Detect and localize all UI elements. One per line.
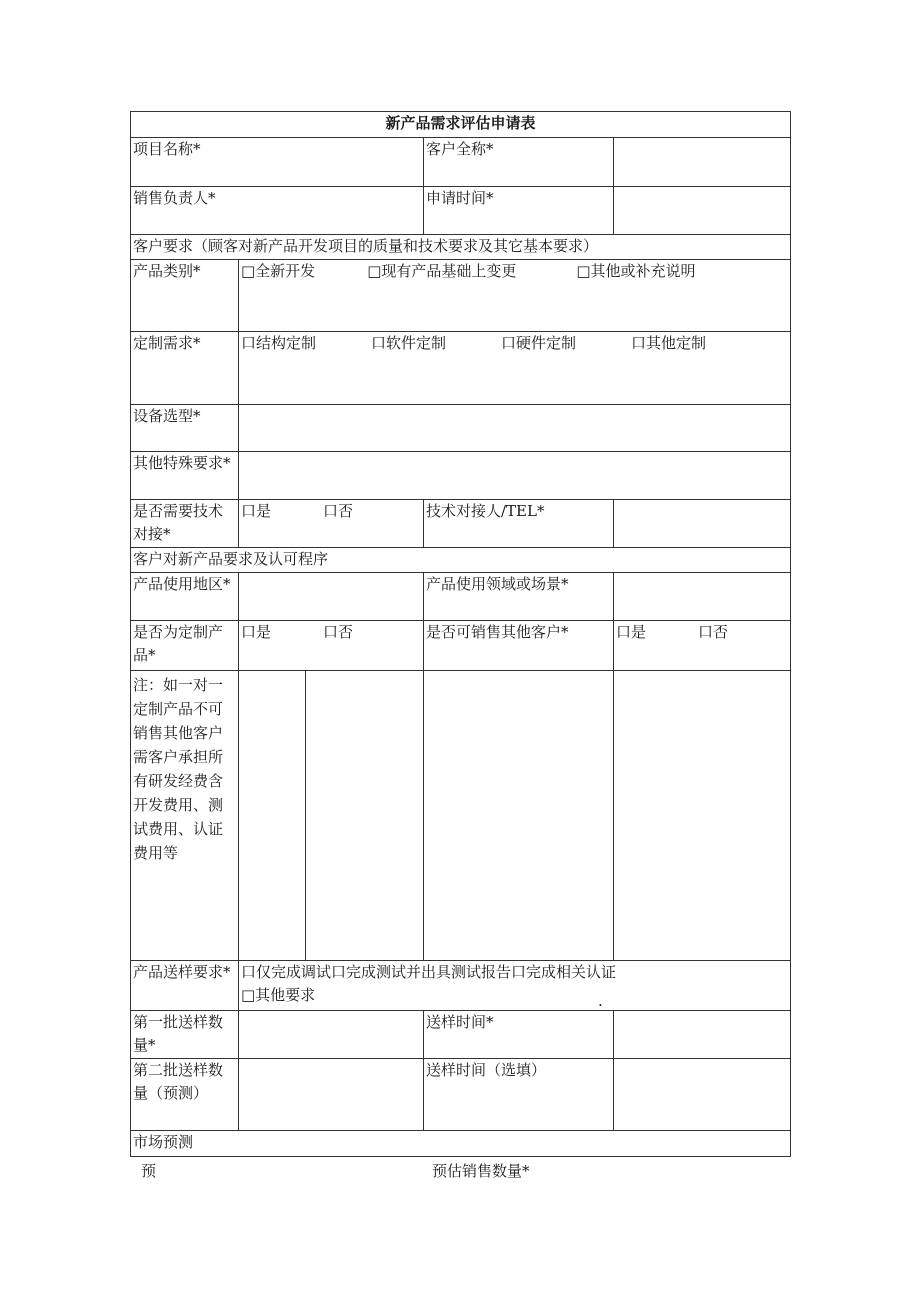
note-cell [131, 671, 239, 961]
usage-region-label: 产品使用地区* [131, 573, 239, 621]
can-sell-no[interactable]: 口否 [698, 623, 729, 641]
form-sheet [130, 111, 791, 1157]
option-other-note[interactable]: □其他或补充说明 [576, 262, 696, 280]
device-selection-input[interactable] [239, 405, 791, 452]
other-special-input[interactable] [239, 452, 791, 500]
sample-req-trailing-dot: . [598, 992, 603, 1010]
apply-time-label: 申请时间* [424, 187, 614, 235]
device-selection-label: 设备选型* [131, 405, 239, 452]
usage-domain-input[interactable] [614, 573, 791, 621]
project-name-field[interactable] [131, 138, 424, 187]
sales-owner-label: 销售负责人* [133, 189, 216, 207]
is-custom-yes[interactable]: 口是 [241, 623, 272, 641]
apply-time-input[interactable] [614, 187, 791, 235]
sample-req-options [239, 961, 791, 1011]
note-col-4[interactable] [614, 671, 791, 961]
batch1-qty-label: 第一批送样数量* [131, 1011, 239, 1059]
usage-region-input[interactable] [239, 573, 424, 621]
project-name-label: 项目名称* [133, 140, 201, 158]
tail-forecast-left: 预 [141, 1162, 157, 1180]
product-category-options [239, 260, 791, 332]
tech-contact-label: 技术对接人/TEL* [424, 500, 614, 548]
batch2-time-label: 送样时间（选填） [424, 1059, 614, 1131]
is-custom-options [239, 621, 424, 671]
option-software-custom[interactable]: 口软件定制 [371, 334, 447, 352]
option-hardware-custom[interactable]: 口硬件定制 [501, 334, 577, 352]
tail-estimated-sales: 预估销售数量* [432, 1162, 530, 1180]
option-new-development[interactable]: □全新开发 [241, 262, 316, 280]
can-sell-others-options [614, 621, 791, 671]
custom-need-options [239, 332, 791, 405]
batch1-time-label: 送样时间* [424, 1011, 614, 1059]
is-custom-no[interactable]: 口否 [323, 623, 354, 641]
product-category-label: 产品类别* [131, 260, 239, 332]
can-sell-others-label: 是否可销售其他客户* [424, 621, 614, 671]
custom-product-note: 注：如一对一定制产品不可销售其他客户需客户承担所有研发经费含开发费用、测试费用、认证费用等 [133, 676, 224, 862]
tech-dock-options [239, 500, 424, 548]
sample-req-line-2[interactable]: □其他要求 [241, 986, 316, 1004]
approval-section: 客户对新产品要求及认可程序 [131, 548, 791, 573]
request-form-table [130, 111, 791, 1157]
market-forecast-section: 市场预测 [131, 1131, 791, 1157]
other-special-label: 其他特殊要求* [131, 452, 239, 500]
note-col-1[interactable] [239, 671, 306, 961]
sales-owner-field[interactable] [131, 187, 424, 235]
batch2-time-input[interactable] [614, 1059, 791, 1131]
tech-dock-label: 是否需要技术对接* [131, 500, 239, 548]
tech-dock-yes[interactable]: 口是 [241, 502, 272, 520]
option-structure-custom[interactable]: 口结构定制 [241, 334, 317, 352]
customer-name-input[interactable] [614, 138, 791, 187]
note-col-3[interactable] [424, 671, 614, 961]
option-other-custom[interactable]: 口其他定制 [631, 334, 707, 352]
custom-need-label: 定制需求* [131, 332, 239, 405]
tech-dock-no[interactable]: 口否 [323, 502, 354, 520]
sample-req-line-1[interactable]: 口仅完成调试口完成测试并出具测试报告口完成相关认证 [241, 963, 617, 981]
customer-requirement-section: 客户要求（顾客对新产品开发项目的质量和技术要求及其它基本要求） [131, 235, 791, 260]
note-col-2[interactable] [306, 671, 424, 961]
batch2-qty-label: 第二批送样数量（预测） [131, 1059, 239, 1131]
tech-contact-input[interactable] [614, 500, 791, 548]
sample-req-label: 产品送样要求* [131, 961, 239, 1011]
customer-name-label: 客户全称* [424, 138, 614, 187]
batch1-qty-input[interactable] [239, 1011, 424, 1059]
form-title: 新产品需求评估申请表 [131, 112, 791, 138]
usage-domain-label: 产品使用领域或场景* [424, 573, 614, 621]
option-modify-existing[interactable]: □现有产品基础上变更 [367, 262, 517, 280]
batch2-qty-input[interactable] [239, 1059, 424, 1131]
is-custom-label: 是否为定制产品* [131, 621, 239, 671]
batch1-time-input[interactable] [614, 1011, 791, 1059]
can-sell-yes[interactable]: 口是 [616, 623, 647, 641]
